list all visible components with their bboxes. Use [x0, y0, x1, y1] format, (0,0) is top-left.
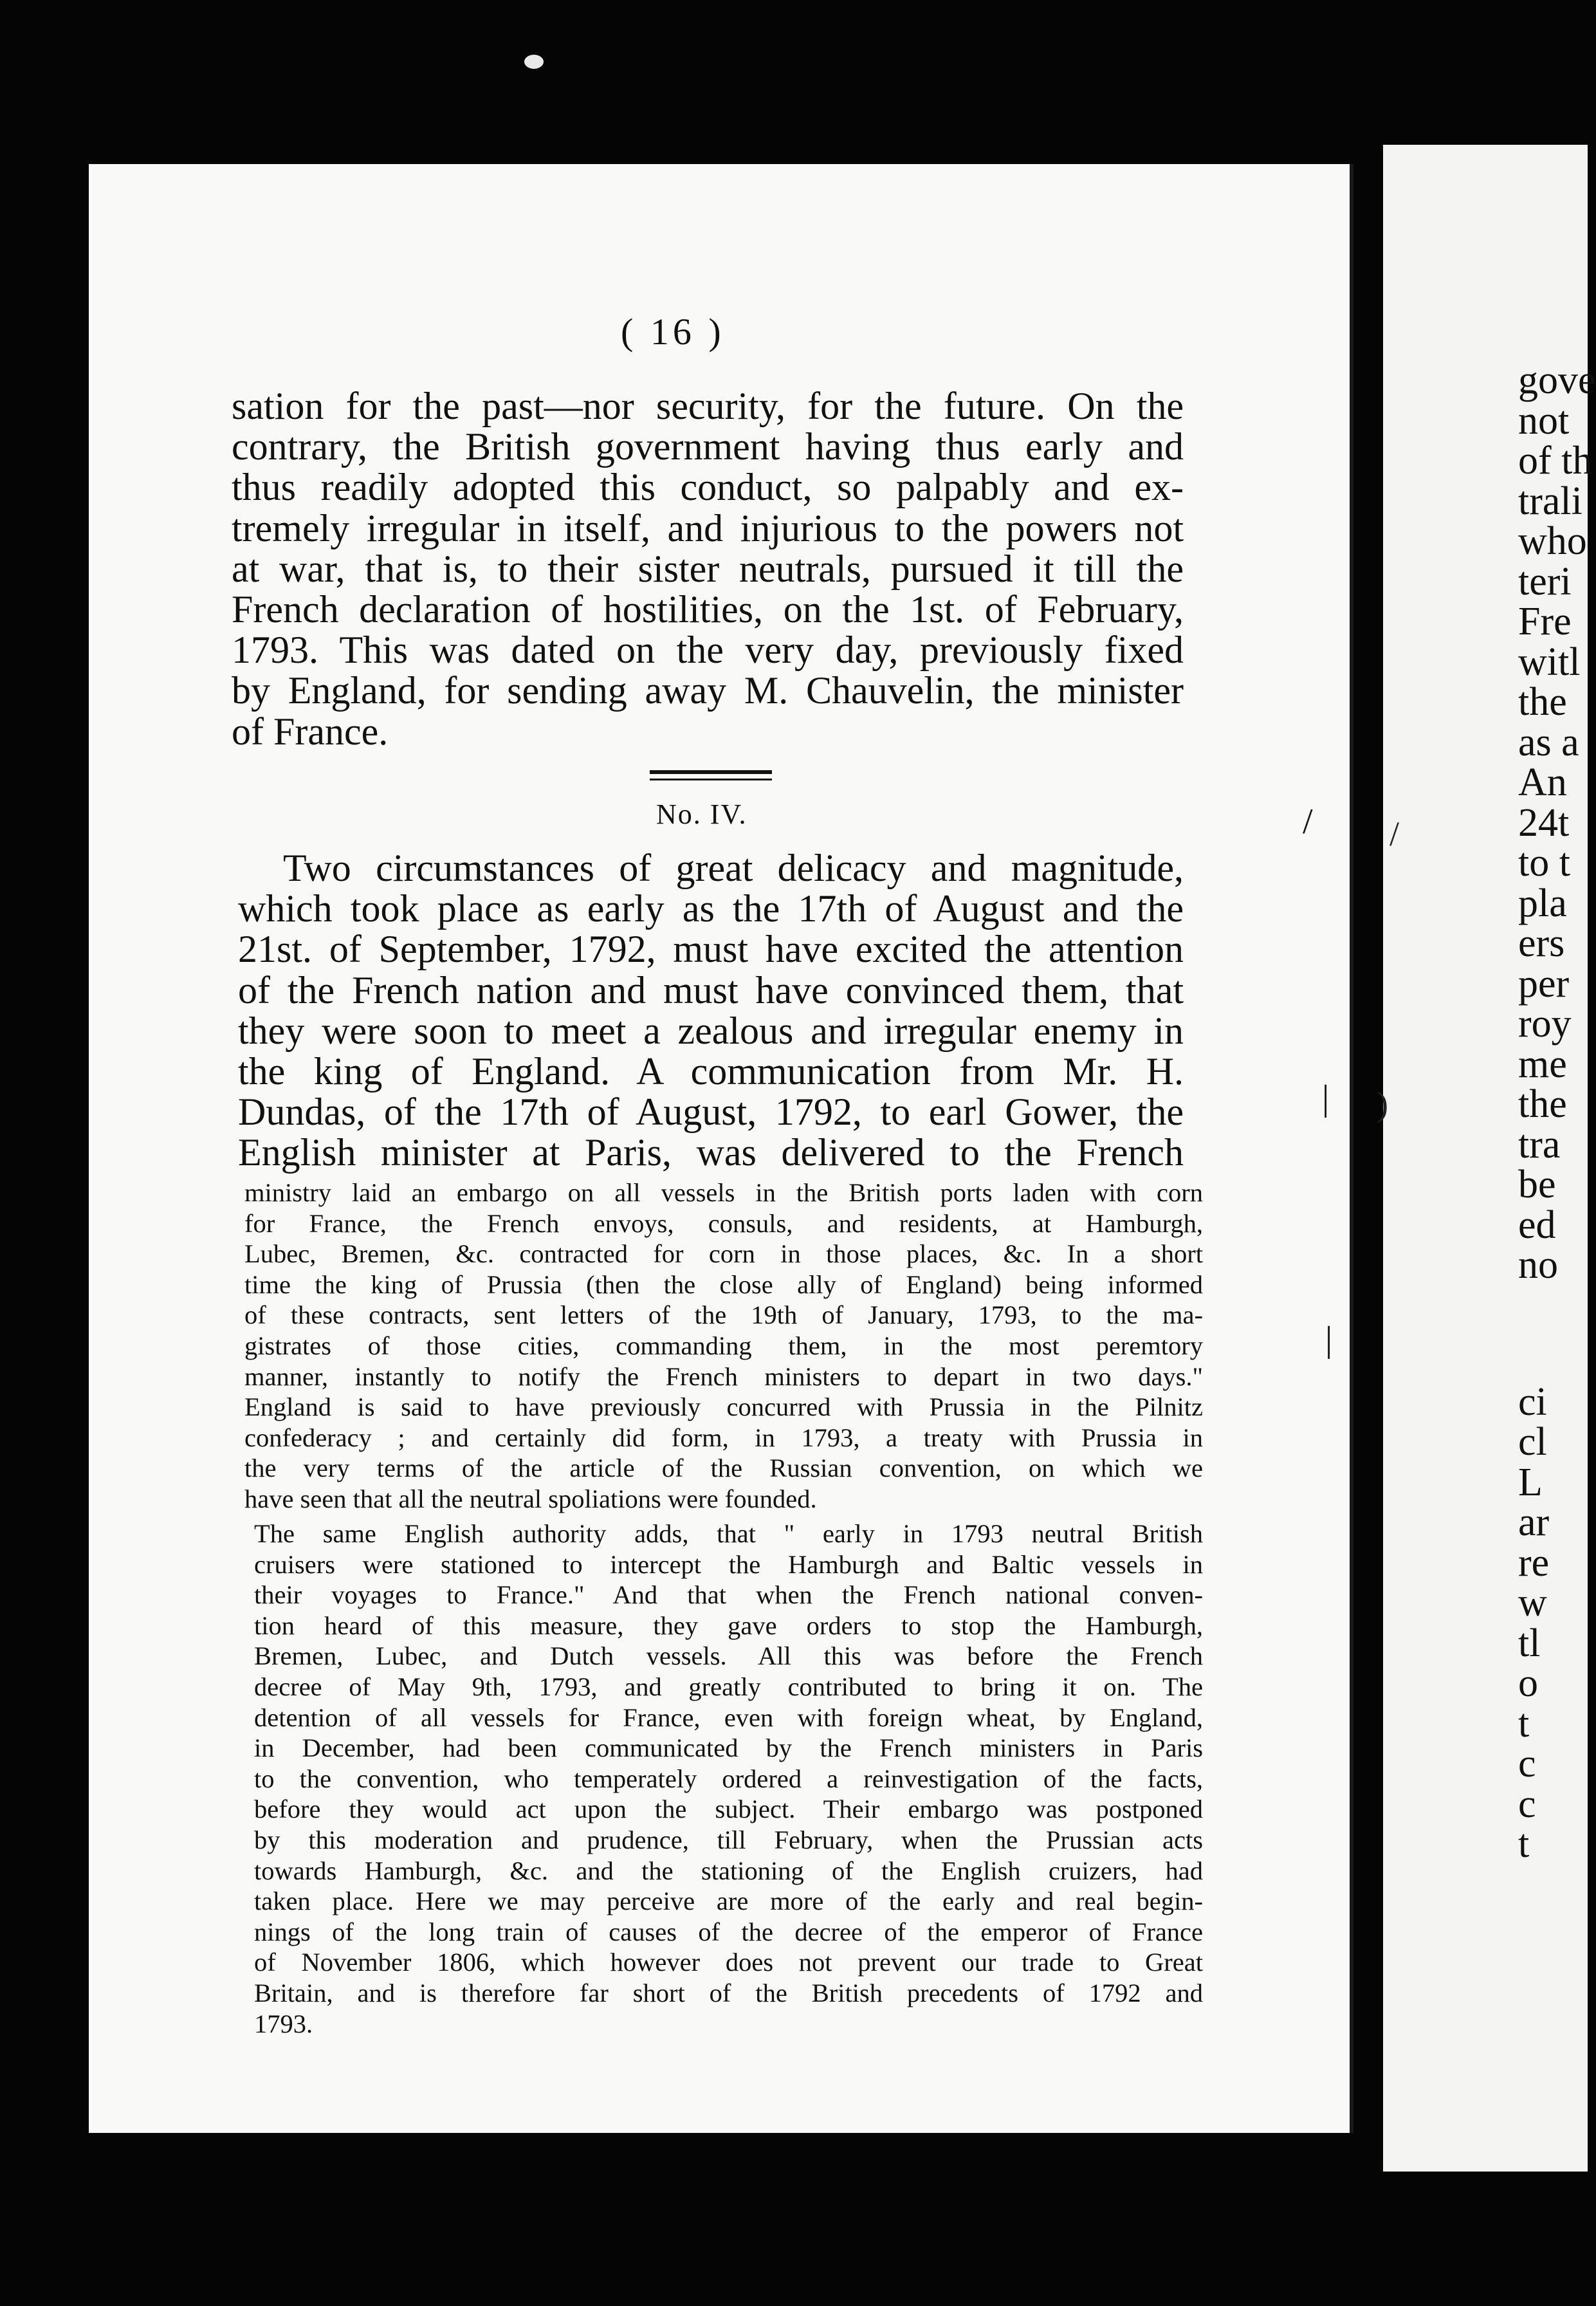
margin-mark: |: [1325, 1320, 1333, 1360]
text-line: at war, that is, to their sister neutrals, pursued it till the: [232, 547, 1184, 590]
facing-page-fragment: w: [1518, 1581, 1547, 1625]
facing-page-fragment: ci: [1518, 1379, 1547, 1424]
section-rule: [650, 779, 772, 780]
page-number: ( 16 ): [621, 311, 725, 353]
facing-page-fragment: no: [1518, 1243, 1558, 1287]
text-line: ministry laid an embargo on all vessels in the British ports laden with corn: [244, 1178, 1203, 1207]
facing-page-fragment: Fre: [1518, 600, 1572, 643]
facing-page-fragment: 24t: [1518, 800, 1570, 845]
footnote-block-1: [244, 1177, 1203, 1515]
text-line: decree of May 9th, 1793, and greatly contributed to bring it on. The: [254, 1672, 1203, 1701]
facing-page-fragment: c: [1518, 1782, 1536, 1826]
facing-page-fragment: pla: [1518, 881, 1567, 925]
text-line: time the king of Prussia (then the close ally of England) being informed: [244, 1269, 1203, 1299]
text-line: the king of England. A communication from Mr. H.: [238, 1050, 1184, 1093]
text-line: have seen that all the neutral spoliations were founded.: [244, 1484, 817, 1513]
text-line: of November 1806, which however does not prevent our trade to Great: [254, 1948, 1203, 1977]
facing-page-fragment: me: [1518, 1042, 1567, 1086]
text-line: nings of the long train of causes of the decree of the emperor of France: [254, 1917, 1203, 1946]
facing-page-fragment: roy: [1518, 1002, 1572, 1046]
text-line: to the convention, who temperately ordered a reinvestigation of the facts,: [254, 1764, 1203, 1793]
text-line: contrary, the British government having thus early and: [232, 425, 1184, 468]
text-line: the very terms of the article of the Russian convention, on which we: [244, 1453, 1203, 1483]
facing-page-fragment: the: [1518, 680, 1567, 724]
margin-mark: /: [1303, 802, 1313, 842]
text-line: The same English authority adds, that " early in 1793 neutral British: [254, 1519, 1203, 1548]
facing-page-fragment: L: [1518, 1460, 1543, 1504]
facing-page-fragment: o: [1518, 1661, 1538, 1705]
text-line: confederacy ; and certainly did form, in 1793, a treaty with Prussia in: [244, 1423, 1203, 1452]
text-line: 21st. of September, 1792, must have excited the attention: [238, 928, 1184, 971]
text-line: tremely irregular in itself, and injurious to the powers not: [232, 506, 1184, 549]
facing-page-fragment: ers: [1518, 921, 1565, 965]
footnote-block-2: [254, 1518, 1203, 2039]
text-line: of France.: [232, 710, 389, 753]
facing-page-fragment: as a: [1518, 720, 1579, 764]
text-line: which took place as early as the 17th of August and the: [238, 887, 1184, 930]
text-line: taken place. Here we may perceive are more of the early and real begin-: [254, 1886, 1203, 1916]
text-line: their voyages to France." And that when the French national conven-: [254, 1580, 1203, 1610]
text-line: for France, the French envoys, consuls, and residents, at Hamburgh,: [244, 1208, 1203, 1238]
margin-mark: /: [1390, 815, 1400, 853]
facing-page-fragment: tl: [1518, 1621, 1541, 1665]
text-line: sation for the past—nor security, for the future. On the: [232, 385, 1184, 427]
text-line: by England, for sending away M. Chauvelin, the minister: [232, 669, 1184, 712]
paragraph-continuation: [232, 386, 1184, 752]
facing-page-fragment: of th: [1518, 439, 1593, 483]
facing-page-fragment: who: [1518, 519, 1587, 563]
section-rule: [650, 770, 772, 774]
text-line: Two circumstances of great delicacy and magnitude,: [283, 847, 1184, 889]
facing-page-fragment: the: [1518, 1082, 1567, 1126]
text-line: 1793.: [254, 2009, 313, 2038]
facing-page-fragment: gove: [1518, 358, 1596, 402]
facing-page-fragment: not: [1518, 398, 1570, 443]
text-line: Lubec, Bremen, &c. contracted for corn in those places, &c. In a short: [244, 1239, 1203, 1269]
text-line: towards Hamburgh, &c. and the stationing of the English cruizers, had: [254, 1856, 1203, 1885]
facing-page-fragment: to t: [1518, 841, 1570, 885]
section-paragraph: [238, 848, 1184, 1174]
facing-page-fragment: be: [1518, 1163, 1556, 1206]
facing-page-fragment: An: [1518, 761, 1567, 804]
facing-page-fragment: witl: [1518, 640, 1581, 684]
margin-mark: |: [1322, 1078, 1330, 1118]
facing-page-fragment: c: [1518, 1742, 1536, 1785]
text-line: they were soon to meet a zealous and irregular enemy in: [238, 1009, 1184, 1052]
facing-page-fragment: teri: [1518, 559, 1572, 604]
facing-page-fragment: ed: [1518, 1203, 1556, 1247]
facing-page-fragment: re: [1518, 1540, 1550, 1585]
text-line: thus readily adopted this conduct, so palpably and ex-: [232, 466, 1184, 509]
text-line: 1793. This was dated on the very day, previously fixed: [232, 629, 1184, 672]
text-line: manner, instantly to notify the French ministers to depart in two days.": [244, 1361, 1203, 1391]
section-heading: No. IV.: [656, 798, 748, 830]
text-line: tion heard of this measure, they gave orders to stop the Hamburgh,: [254, 1610, 1203, 1640]
text-line: of these contracts, sent letters of the 19th of January, 1793, to the ma-: [244, 1300, 1203, 1330]
text-line: by this moderation and prudence, till February, when the Prussian acts: [254, 1825, 1203, 1854]
text-line: Bremen, Lubec, and Dutch vessels. All this was before the French: [254, 1641, 1203, 1671]
text-line: before they would act upon the subject. Their embargo was postponed: [254, 1794, 1203, 1824]
margin-mark: ): [1377, 1085, 1388, 1123]
facing-page-fragment: trali: [1518, 479, 1582, 523]
text-line: cruisers were stationed to intercept the Hamburgh and Baltic vessels in: [254, 1549, 1203, 1579]
text-line: of the French nation and must have convinced them, that: [238, 968, 1184, 1011]
text-line: in December, had been communicated by the French ministers in Paris: [254, 1733, 1203, 1763]
facing-page-fragment: tra: [1518, 1122, 1561, 1167]
facing-page-fragment: t: [1518, 1822, 1530, 1866]
facing-page-fragment: ar: [1518, 1500, 1550, 1544]
text-line: Britain, and is therefore far short of the British precedents of 1792 and: [254, 1978, 1203, 2007]
facing-page-fragment: per: [1518, 961, 1570, 1006]
scan-speck: [524, 55, 544, 69]
text-line: gistrates of those cities, commanding them, in the most peremtory: [244, 1331, 1203, 1360]
text-line: Dundas, of the 17th of August, 1792, to earl Gower, the: [238, 1091, 1184, 1134]
text-line: English minister at Paris, was delivered to the French: [238, 1131, 1184, 1174]
facing-page-fragment: t: [1518, 1701, 1530, 1746]
text-line: England is said to have previously concurred with Prussia in the Pilnitz: [244, 1392, 1203, 1422]
facing-page-fragment: cl: [1518, 1420, 1547, 1464]
text-line: detention of all vessels for France, even with foreign wheat, by England,: [254, 1702, 1203, 1732]
text-line: French declaration of hostilities, on the 1st. of February,: [232, 588, 1184, 631]
